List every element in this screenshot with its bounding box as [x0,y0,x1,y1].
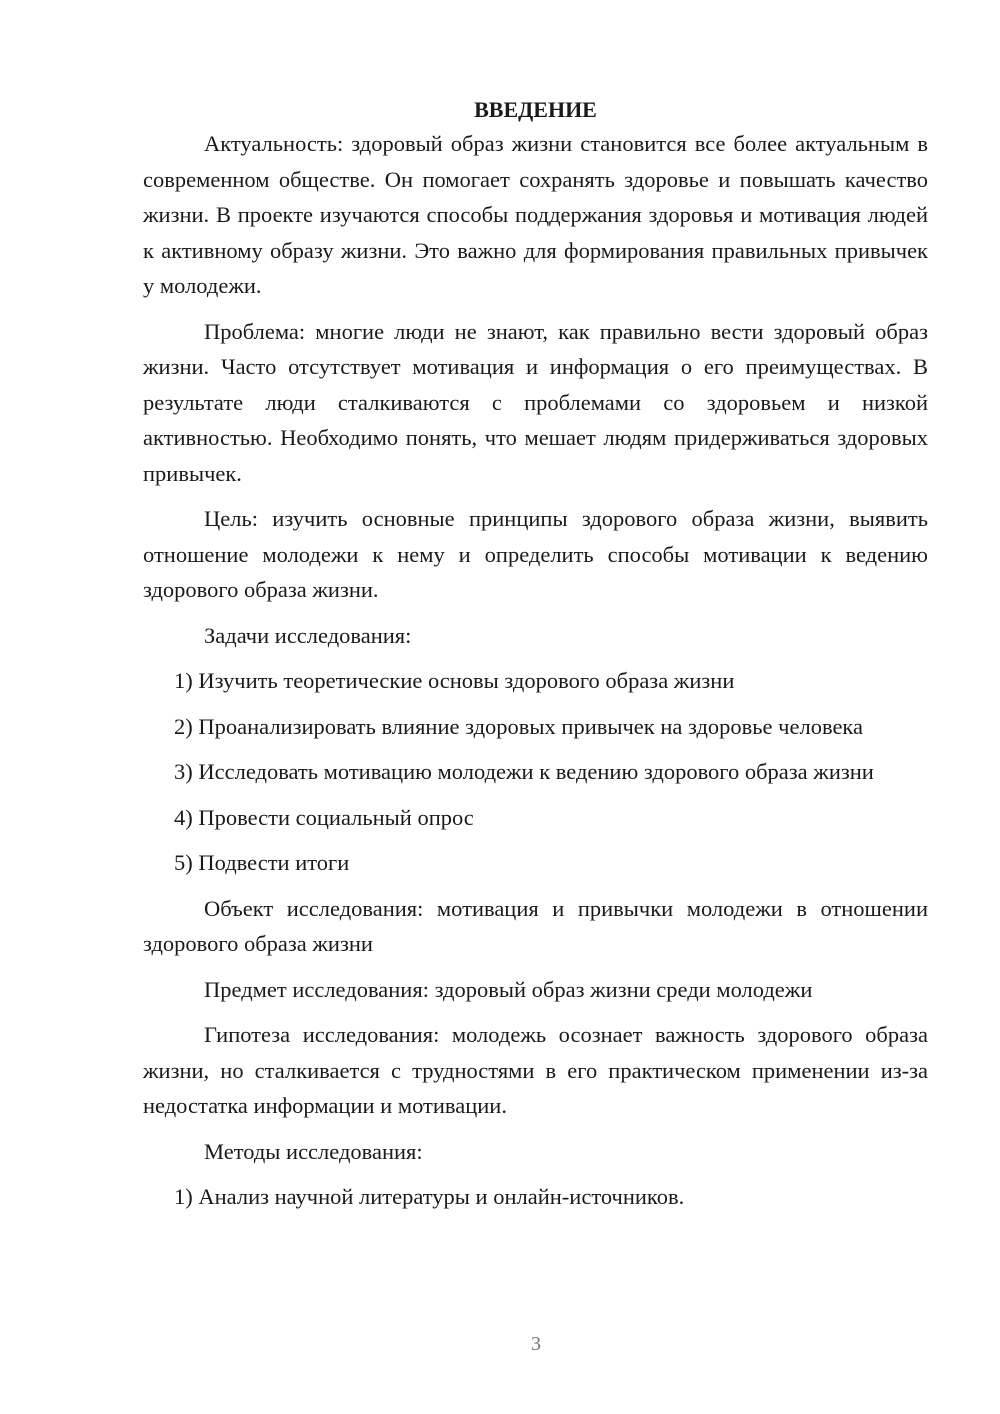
paragraph-subject: Предмет исследования: здоровый образ жизни среди молодежи [204,976,813,1002]
paragraph-relevance: Актуальность: здоровый образ жизни становится все более актуальным в современном обществе. Он помогает сохранять здоровье и повышать качество жизни. В проекте изучаются способы поддержания здоровья и мотивация людей к активному образу жизни. Это важно для формирования правильных привычек у молодежи. [143,131,928,298]
paragraph-goal: Цель: изучить основные принципы здорового образа жизни, выявить отношение молодежи к нему и определить способы мотивации к ведению здорового образа жизни. [143,506,928,602]
section-title: ВВЕДЕНИЕ [474,97,597,122]
method-item-1: 1) Анализ научной литературы и онлайн-источников. [174,1184,685,1209]
paragraph-methods-heading: Методы исследования: [204,1138,423,1164]
task-item-1: 1) Изучить теоретические основы здорового образа жизни [174,668,735,693]
paragraph-tasks-heading: Задачи исследования: [204,622,412,648]
paragraph-hypothesis: Гипотеза исследования: молодежь осознает важность здорового образа жизни, но сталкивается с трудностями в его практическом применении из-за недостатка информации и мотивации. [143,1022,928,1118]
task-item-5: 5) Подвести итоги [174,850,350,875]
task-item-3: 3) Исследовать мотивацию молодежи к ведению здорового образа жизни [174,759,874,784]
page-number: 3 [531,1333,541,1355]
task-item-2: 2) Проанализировать влияние здоровых привычек на здоровье человека [174,713,864,739]
task-item-4: 4) Провести социальный опрос [174,804,474,830]
paragraph-problem: Проблема: многие люди не знают, как правильно вести здоровый образ жизни. Часто отсутствует мотивация и информация о его преимуществах. В результате люди сталкиваются с проблемами со здоровьем и низкой активностью. Необходимо понять, что мешает людям придерживаться здоровых привычек. [143,318,928,486]
paragraph-object: Объект исследования: мотивация и привычки молодежи в отношении здорового образа жизни [143,895,928,956]
document-page [143,92,928,1225]
